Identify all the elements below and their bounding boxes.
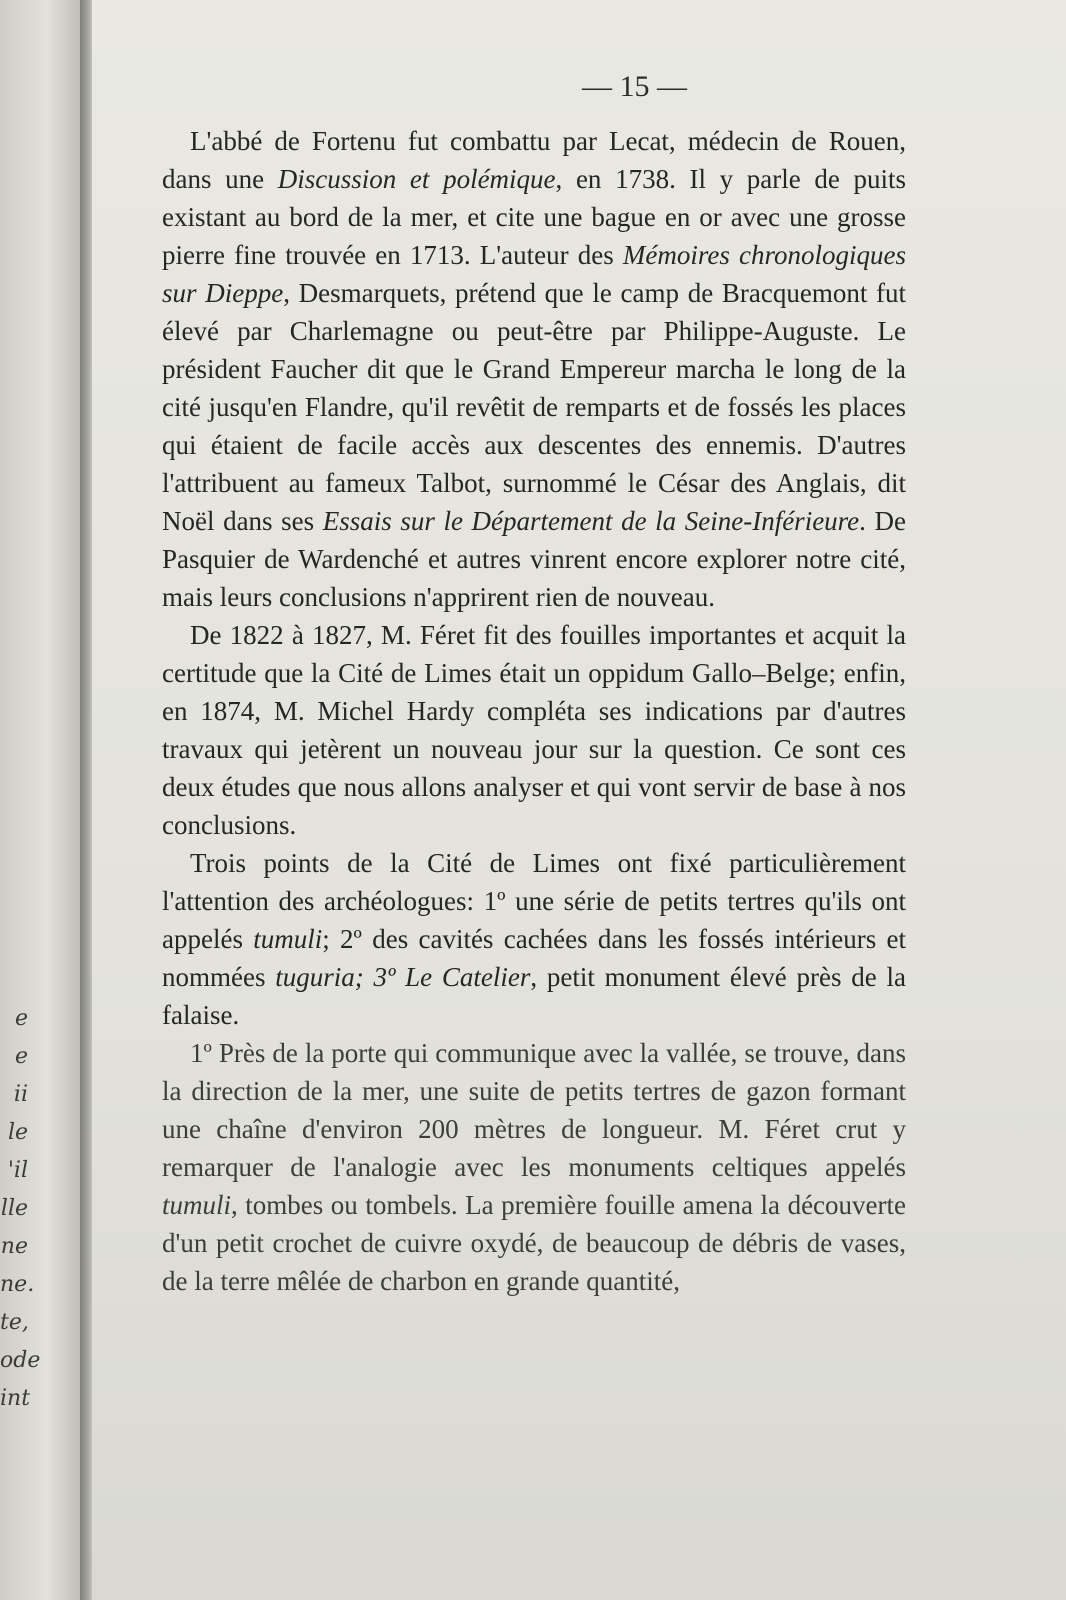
left-page-fragment: ne. bbox=[0, 1272, 35, 1297]
paragraph-4 bbox=[162, 1034, 906, 1300]
left-page-fragment: ode bbox=[0, 1348, 41, 1373]
text-run: , petit monument élevé près de la falaise. bbox=[162, 962, 906, 1030]
left-page-fragment: lle bbox=[0, 1196, 28, 1221]
text-run: , tombes ou tombels. La première fouille amena la découverte d'un petit crochet de cuivre oxydé, de beaucoup de débris de vases, de la terre mêlée de charbon en grande quantité, bbox=[162, 1190, 906, 1296]
left-page-fragment: e bbox=[14, 1006, 28, 1031]
italic-run: tumuli bbox=[253, 924, 323, 954]
left-page-fragment: ii bbox=[13, 1082, 28, 1107]
text-run: ; 2º des cavités cachées dans les fossés intérieurs et nommées bbox=[162, 924, 906, 992]
left-page-fragment: int bbox=[0, 1386, 31, 1411]
left-page-fragments bbox=[0, 1000, 41, 1418]
left-page-fragment: te, bbox=[0, 1310, 29, 1335]
paragraph-3 bbox=[162, 844, 906, 1034]
italic-run: Discussion et polémique bbox=[277, 164, 556, 194]
left-page-edge bbox=[0, 0, 86, 1600]
text-run: Trois points de la Cité de Limes ont fixé particulièrement l'attention des archéologues: 1º une série de petits tertres qu'ils ont appelés bbox=[162, 848, 906, 954]
paragraph-1 bbox=[162, 122, 906, 616]
left-page-fragment: ne bbox=[0, 1234, 28, 1259]
text-run: , Desmarquets, prétend que le camp de Bracquemont fut élevé par Charlemagne ou peut-être par Philippe-Auguste. Le président Faucher dit que le Grand Empereur marcha le long de la cité jusqu'en Flandre, qu'il revêtit de remparts et de fossés les places qui étaient de facile accès aux descentes des ennemis. D'autres l'attribuent au fameux Talbot, surnommé le César des Anglais, dit Noël dans ses bbox=[162, 278, 907, 536]
text-run: , en 1738. Il y parle de puits existant au bord de la mer, et cite une bague en or avec une grosse pierre fine trouvée en 1713. L'auteur des bbox=[162, 164, 907, 270]
left-page-fragment: e bbox=[14, 1044, 28, 1069]
italic-run: Mémoires chronologiques sur Dieppe bbox=[162, 240, 906, 308]
page-number: — 15 — bbox=[582, 70, 687, 103]
left-page-fragment: 'il bbox=[7, 1158, 28, 1183]
italic-run: Essais sur le Département de la Seine-Inférieure bbox=[322, 506, 860, 536]
italic-run: tumuli bbox=[162, 1190, 232, 1220]
text-run: 1º Près de la porte qui communique avec la vallée, se trouve, dans la direction de la mer, une suite de petits tertres de gazon formant une chaîne d'environ 200 mètres de longueur. M. Féret crut y remarquer de l'analogie avec les monuments celtiques appelés bbox=[162, 1038, 906, 1182]
text-run: De 1822 à 1827, M. Féret fit des fouilles importantes et acquit la certitude que la Cité de Limes était un oppidum Gallo–Belge; enfin, en 1874, M. Michel Hardy compléta ses indications par d'autres travaux qui jetèrent un nouveau jour sur la question. Ce sont ces deux études que nous allons analyser et qui vont servir de base à nos conclusions. bbox=[162, 620, 906, 840]
left-page-fragment: le bbox=[7, 1120, 28, 1145]
body-text bbox=[162, 122, 906, 1300]
text-run: . De Pasquier de Wardenché et autres vinrent encore explorer notre cité, mais leurs conclusions n'apprirent rien de nouveau. bbox=[162, 506, 906, 612]
text-run: L'abbé de Fortenu fut combattu par Lecat, médecin de Rouen, dans une bbox=[162, 126, 906, 194]
italic-run: tuguria; 3º Le Catelier bbox=[275, 962, 531, 992]
paragraph-2 bbox=[162, 616, 906, 844]
